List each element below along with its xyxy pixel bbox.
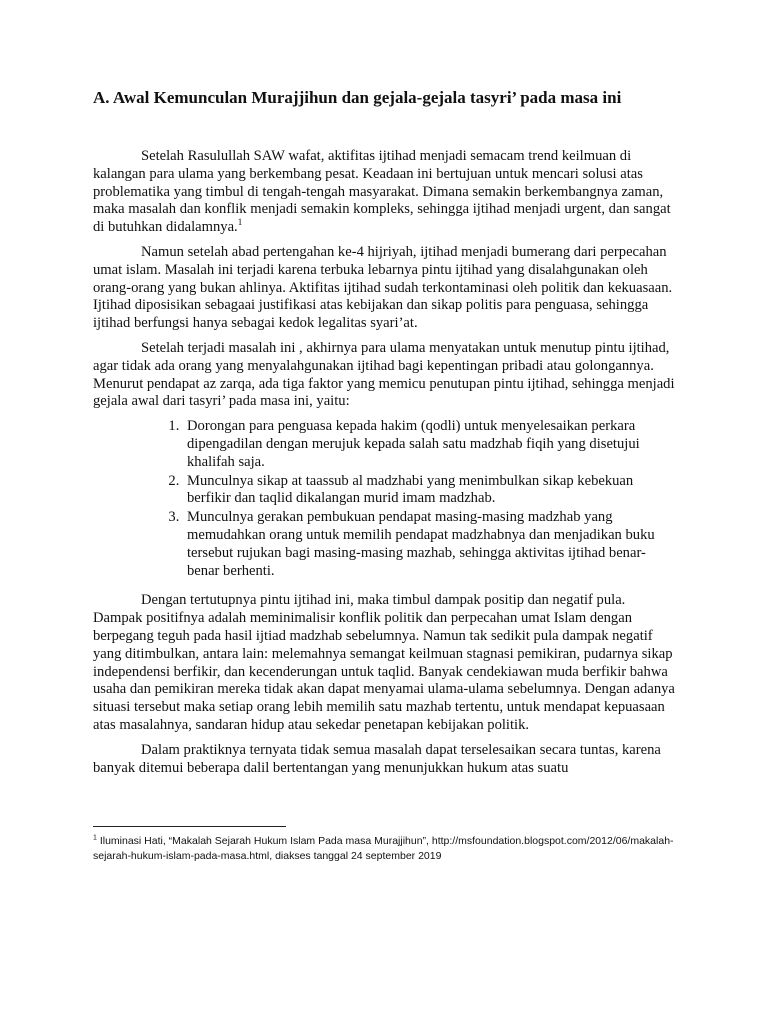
footnote <box>93 834 693 863</box>
footnote-text: Iluminasi Hati, “Makalah Sejarah Hukum Islam Pada masa Murajjihun”, http://msfoundation.blogspot.com/2012/06/makalah-sejarah-hukum-islam-pada-masa.html, diakses tanggal 24 september 2019 <box>93 835 674 862</box>
paragraph-2: Namun setelah abad pertengahan ke-4 hijriyah, ijtihad menjadi bumerang dari perpecahan umat islam. Masalah ini terjadi karena terbuka lebarnya pintu ijtihad yang disalahgunakan oleh orang-orang yang bukan ahlinya. Aktifitas ijtihad sudah terkontaminasi oleh politik dan kekuasaan. Ijtihad diposisikan sebagaai justifikasi atas kebijakan dan sikap politis para penguasa, sehingga ijtihad berfungsi hanya sebagai kedok legalitas syari’at. <box>93 243 673 332</box>
paragraph-3: Setelah terjadi masalah ini , akhirnya para ulama menyatakan untuk menutup pintu ijtihad, agar tidak ada orang yang menyalahgunakan ijtihad bagi kepentingan pribadi atau golongannya. Menurut pendapat az zarqa, ada tiga faktor yang memicu penutupan pintu ijtihad, sehingga menjadi gejala awal dari tasyri’ pada masa ini, yaitu: <box>93 339 675 410</box>
numbered-list <box>93 418 675 580</box>
footnote-reference[interactable]: 1 <box>237 217 243 228</box>
list-item: 2. Munculnya sikap at taassub al madzhabi yang menimbulkan sikap kebekuan berfikir dan taqlid dikalangan murid imam madzhab. <box>183 473 675 509</box>
paragraph-4: Dengan tertutupnya pintu ijtihad ini, maka timbul dampak positip dan negatif pula. Dampak positifnya adalah meminimalisir konflik politik dan perpecahan umat Islam dengan berpegang teguh pada hasil ijtiad madzhab sebelumnya. Namun tak sedikit pula dampak negatif yang ditimbulkan, antara lain: melemahnya semangat keilmuan stagnasi pemikiran, pudarnya sikap independensi berfikir, dan kecenderungan untuk taqlid. Banyak cendekiawan muda berfikir bahwa usaha dan pemikiran mereka tidak akan dapat menyamai ulama-ulama sebelumnya. Dengan adanya situasi tersebut maka setiap orang lebih memilih satu mazhab tertentu, untuk mendapat kepuasaan atas masalahnya, sandaran hidup atau sekedar penetapan kebijakan politik. <box>93 592 675 733</box>
section-heading: A. Awal Kemunculan Murajjihun dan gejala-gejala tasyri’ pada masa ini <box>93 88 622 107</box>
list-item: 3. Munculnya gerakan pembukuan pendapat masing-masing madzhab yang memudahkan orang untuk memilih pendapat madzhabnya dan menjadikan buku tersebut rujukan bagi masing-masing mazhab, sehingga aktivitas ijtihad benar-benar berhenti. <box>183 509 675 580</box>
paragraph-5: Dalam praktiknya ternyata tidak semua masalah dapat terselesaikan secara tuntas, karena banyak ditemui beberapa dalil bertentangan yang menunjukkan hukum atas suatu <box>93 741 661 776</box>
paragraph-1: Setelah Rasulullah SAW wafat, aktifitas ijtihad menjadi semacam trend keilmuan di kalangan para ulama yang berkembang pesat. Keadaan ini bertujuan untuk mencari solusi atas problematika yang timbul di tengah-tengah masyarakat. Dimana semakin berkembangnya zaman, maka masalah dan konflik menjadi semakin kompleks, sehingga ijtihad menjadi urgent, dan sangat di butuhkan didalamnya.$^1$ <box>93 148 671 236</box>
document-body <box>93 148 675 784</box>
list-item: 1. Dorongan para penguasa kepada hakim (qodli) untuk menyelesaikan perkara dipengadilan dengan merujuk kepada salah satu madzhab fiqih yang disetujui khalifah saja. <box>183 418 675 471</box>
footnote-number: 1 <box>93 834 97 842</box>
footnote-divider <box>93 826 286 827</box>
